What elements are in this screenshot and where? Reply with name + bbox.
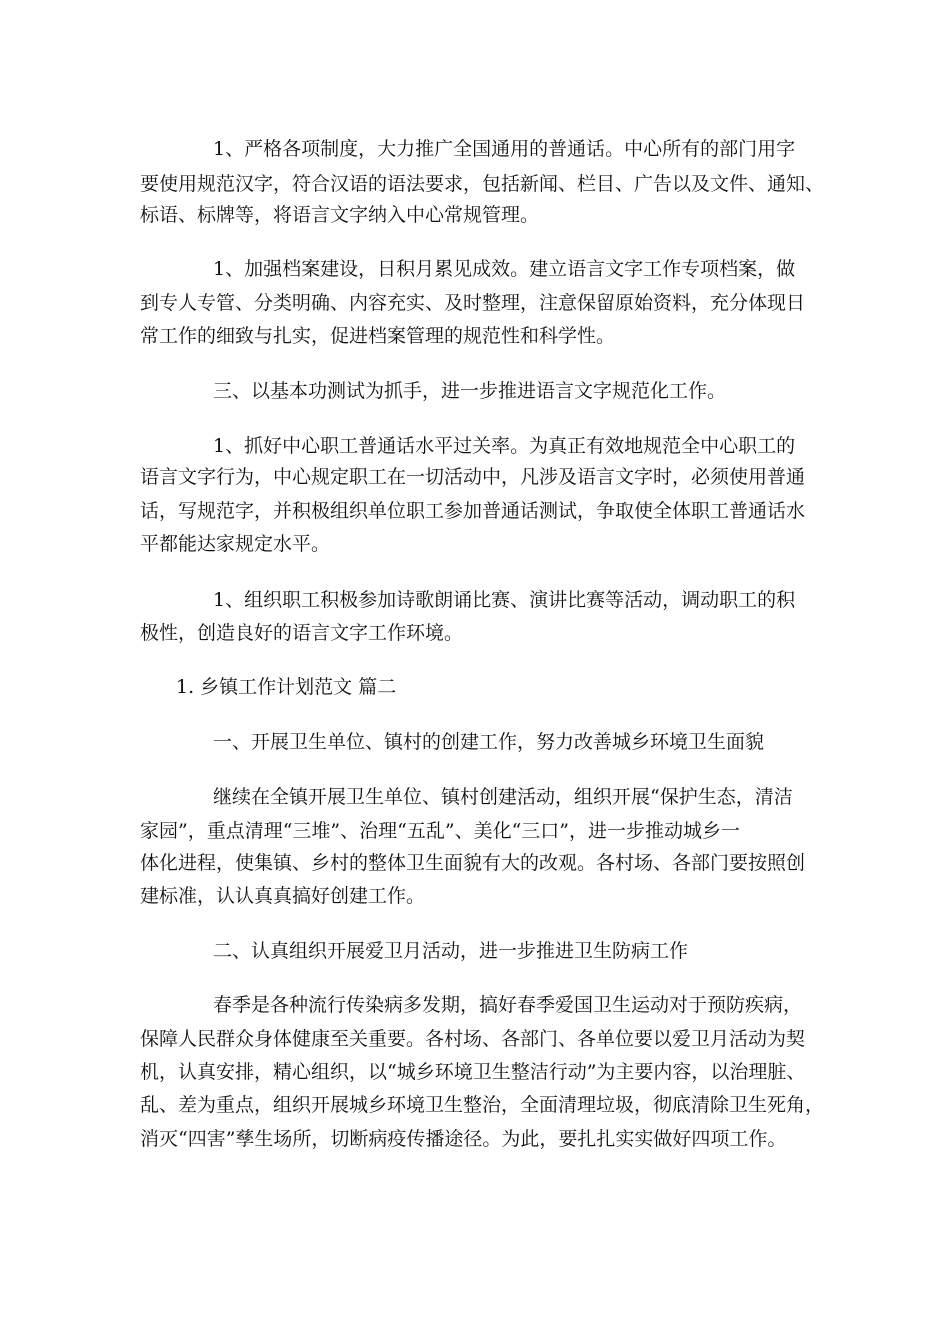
paragraph-10-line-2: 保障人民群众身体健康至关重要。各村场、各部门、各单位要以爱卫月活动为契: [140, 1028, 806, 1050]
paragraph-10-line-4: 乱、差为重点，组织开展城乡环境卫生整治，全面清理垃圾，彻底清除卫生死角，: [140, 1094, 825, 1116]
paragraph-8-line-1: 继续在全镇开展卫生单位、镇村创建活动，组织开展“保护生态，清洁: [213, 786, 793, 808]
article-heading: 1. 乡镇工作计划范文 篇二: [176, 676, 397, 698]
paragraph-2-line-2: 到专人专管、分类明确、内容充实、及时整理，注意保留原始资料，充分体现日: [140, 292, 806, 314]
paragraph-10-line-3: 机，认真安排，精心组织，以“城乡环境卫生整洁行动”为主要内容，以治理脏、: [140, 1061, 806, 1083]
paragraph-4-line-1: 1、抓好中心职工普通话水平过关率。为真正有效地规范全中心职工的: [213, 435, 796, 457]
paragraph-4-line-4: 平都能达家规定水平。: [140, 533, 331, 555]
paragraph-8-line-2: 家园”，重点清理“三堆”、治理“五乱”、美化“三口”，进一步推动城乡一: [140, 820, 740, 842]
section-heading-2: 二、认真组织开展爱卫月活动，进一步推进卫生防病工作: [213, 940, 689, 962]
paragraph-2-line-3: 常工作的细致与扎实，促进档案管理的规范性和科学性。: [140, 325, 616, 347]
paragraph-1-line-2: 要使用规范汉字，符合汉语的语法要求，包括新闻、栏目、广告以及文件、通知、: [140, 173, 825, 195]
paragraph-4-line-3: 话，写规范字，并积极组织单位职工参加普通话测试，争取使全体职工普通话水: [140, 500, 806, 522]
paragraph-10-line-1: 春季是各种流行传染病多发期，搞好春季爱国卫生运动对于预防疾病，: [213, 994, 803, 1016]
paragraph-1-line-3: 标语、标牌等，将语言文字纳入中心常规管理。: [140, 204, 540, 226]
section-heading-3: 三、以基本功测试为抓手，进一步推进语言文字规范化工作。: [213, 380, 727, 402]
paragraph-4-line-2: 语言文字行为，中心规定职工在一切活动中，凡涉及语言文字时，必须使用普通: [140, 466, 806, 488]
section-heading-1: 一、开展卫生单位、镇村的创建工作，努力改善城乡环境卫生面貌: [213, 731, 765, 753]
paragraph-5-line-2: 极性，创造良好的语言文字工作环境。: [140, 622, 464, 644]
paragraph-8-line-4: 建标准，认认真真搞好创建工作。: [140, 885, 426, 907]
paragraph-2-line-1: 1、加强档案建设，日积月累见成效。建立语言文字工作专项档案，做: [213, 258, 796, 280]
paragraph-8-line-3: 体化进程，使集镇、乡村的整体卫生面貌有大的改观。各村场、各部门要按照创: [140, 852, 806, 874]
paragraph-10-line-5: 消灭“四害”孳生场所，切断病疫传播途径。为此，要扎扎实实做好四项工作。: [140, 1128, 787, 1150]
paragraph-1-line-1: 1、严格各项制度，大力推广全国通用的普通话。中心所有的部门用字: [213, 138, 796, 160]
paragraph-5-line-1: 1、组织职工积极参加诗歌朗诵比赛、演讲比赛等活动，调动职工的积: [213, 589, 796, 611]
